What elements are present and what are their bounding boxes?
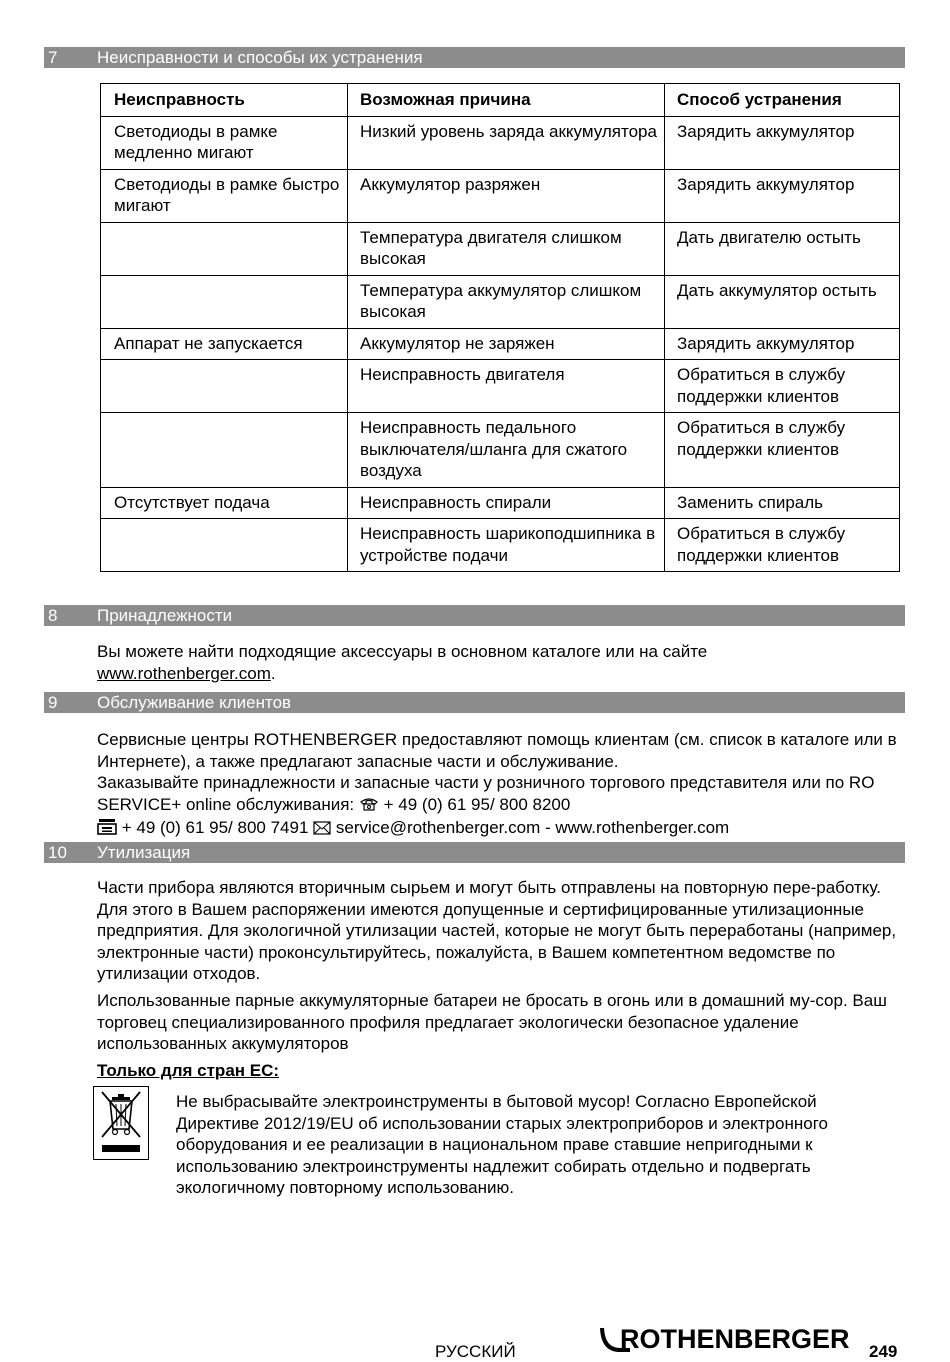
eu-directive-text: Не выбрасывайте электроинструменты в бытовой мусор! Согласно Европейской Директиве 2012/19/EU об использовании старых электроприборов и электронного оборудования и ее реализации в национальном праве ставшие непригодными к использованию электроинструменты надлежит собирать отдельно и подвергать экологичному повторному использованию. — [176, 1092, 828, 1197]
table-body — [101, 116, 900, 572]
cell-remedy: Зарядить аккумулятор — [665, 116, 900, 169]
cell-remedy: Зарядить аккумулятор — [665, 169, 900, 222]
cell-cause: Неисправность спирали — [348, 487, 665, 519]
fax-icon — [97, 818, 117, 841]
accessories-end: . — [270, 663, 276, 683]
section-number: 7 — [48, 48, 58, 67]
cell-remedy: Заменить спираль — [665, 487, 900, 519]
cell-fault — [101, 413, 348, 488]
table-row — [101, 275, 900, 328]
table-header-row — [101, 84, 900, 117]
cell-remedy: Обратиться в службу поддержки клиентов — [665, 360, 900, 413]
section-number: 8 — [48, 606, 58, 625]
table-row — [101, 487, 900, 519]
cell-cause: Аккумулятор не заряжен — [348, 328, 665, 360]
cell-cause: Аккумулятор разряжен — [348, 169, 665, 222]
website-link[interactable]: www.rothenberger.com — [97, 663, 271, 683]
cell-remedy: Дать аккумулятор остыть — [665, 275, 900, 328]
accessories-paragraph — [97, 641, 905, 684]
troubleshooting-table — [100, 83, 900, 572]
cell-remedy: Обратиться в службу поддержки клиентов — [665, 413, 900, 488]
eu-heading — [97, 1060, 905, 1082]
section-7-header — [44, 47, 905, 68]
cell-remedy: Обратиться в службу поддержки клиентов — [665, 519, 900, 572]
cell-cause: Неисправность двигателя — [348, 360, 665, 413]
brand-text: ROTHENBERGER — [620, 1324, 850, 1354]
email-and-website[interactable]: service@rothenberger.com - www.rothenberger.com — [335, 818, 730, 837]
section-title: Обслуживание клиентов — [97, 693, 292, 712]
column-header-cause: Возможная причина — [348, 84, 665, 117]
section-number: 10 — [48, 843, 67, 862]
cell-fault: Отсутствует подача — [101, 487, 348, 519]
section-title: Принадлежности — [97, 606, 233, 625]
table-row — [101, 519, 900, 572]
cell-fault — [101, 360, 348, 413]
service-paragraph-1: Сервисные центры ROTHENBERGER предоставляют помощь клиентам (см. список в каталоге или в Интернете), а также предлагают запасные части и обслуживание. — [97, 730, 897, 771]
cell-cause: Неисправность педального выключателя/шланга для сжатого воздуха — [348, 413, 665, 488]
table-row — [101, 413, 900, 488]
cell-remedy: Дать двигателю остыть — [665, 222, 900, 275]
service-paragraph-2 — [97, 772, 905, 841]
section-number: 9 — [48, 693, 58, 712]
section-title: Неисправности и способы их устранения — [97, 48, 423, 67]
section-title: Утилизация — [97, 843, 191, 862]
disposal-paragraph-2: Использованные парные аккумуляторные батареи не бросать в огонь или в домашний му-сор. Ваш торговец специализированного профиля предлагает экологически безопасное удаление использованных аккумуляторов — [97, 991, 887, 1053]
cell-fault — [101, 222, 348, 275]
rothenberger-logo — [600, 1322, 850, 1356]
cell-cause: Температура аккумулятор слишком высокая — [348, 275, 665, 328]
cell-fault: Аппарат не запускается — [101, 328, 348, 360]
table-row — [101, 222, 900, 275]
weee-crossed-bin-icon — [93, 1086, 149, 1160]
envelope-icon — [313, 819, 331, 841]
fax-number: + 49 (0) 61 95/ 800 7491 — [121, 818, 309, 837]
phone-number[interactable]: + 49 (0) 61 95/ 800 8200 — [383, 794, 571, 814]
table-row — [101, 116, 900, 169]
cell-remedy: Зарядить аккумулятор — [665, 328, 900, 360]
cell-fault — [101, 275, 348, 328]
table-row — [101, 328, 900, 360]
section-9-header — [44, 692, 905, 713]
cell-cause: Температура двигателя слишком высокая — [348, 222, 665, 275]
cell-fault: Светодиоды в рамке быстро мигают — [101, 169, 348, 222]
column-header-fault: Неисправность — [101, 84, 348, 117]
service-order-text: Заказывайте принадлежности и запасные части у розничного торгового представителя или по RO SERVICE+ online обслуживания: — [97, 773, 875, 814]
section-8-header — [44, 605, 905, 626]
telephone-icon — [359, 796, 379, 818]
table-row — [101, 360, 900, 413]
footer-language: РУССКИЙ — [435, 1342, 516, 1361]
column-header-remedy: Способ устранения — [665, 84, 900, 117]
disposal-paragraph-1: Части прибора являются вторичным сырьем и могут быть отправлены на повторную пере-работку. Для этого в Вашем распоряжении имеются допущенные и сертифицированные утилизационные предприятия. Для экологичной утилизации частей, которые не могут быть переработаны (например, электронные части) проконсультируйтесь, пожалуйста, в Вашем компетентном ведомстве по утилизации отходов. — [97, 878, 897, 983]
table-row — [101, 169, 900, 222]
cell-fault: Светодиоды в рамке медленно мигают — [101, 116, 348, 169]
cell-cause: Низкий уровень заряда аккумулятора — [348, 116, 665, 169]
cell-fault — [101, 519, 348, 572]
page-number: 249 — [869, 1342, 898, 1361]
accessories-text: Вы можете найти подходящие аксессуары в основном каталоге или на сайте — [97, 642, 708, 661]
cell-cause: Неисправность шарикоподшипника в устройстве подачи — [348, 519, 665, 572]
section-10-header — [44, 842, 905, 863]
eu-heading-text: Только для стран ЕС: — [97, 1061, 280, 1080]
